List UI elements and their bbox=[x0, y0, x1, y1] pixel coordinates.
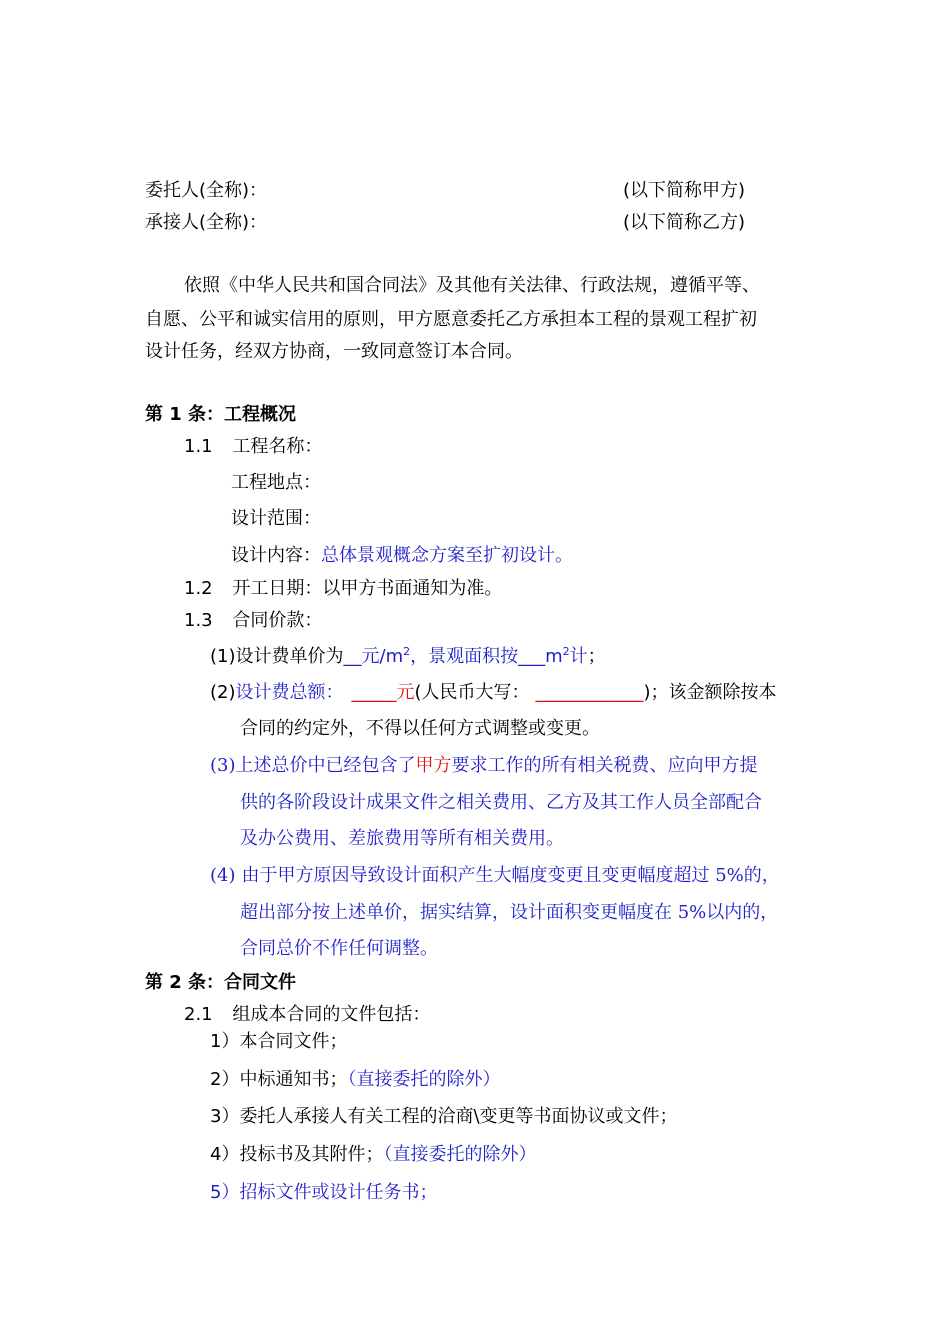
area-change-text: 由于甲方原因导致设计面积产生大幅度变更且变更幅度超过 5%的， bbox=[241, 865, 780, 886]
document-item-text: 2）中标通知书； bbox=[210, 1069, 348, 1090]
item-number: (2) bbox=[210, 682, 236, 703]
contractor-note: (以下简称乙方) bbox=[623, 212, 746, 233]
contractor-line bbox=[145, 211, 267, 235]
preamble-line-3: 设计任务，经双方协商，一致同意签订本合同。 bbox=[145, 341, 523, 362]
unit-price-blank: __ bbox=[343, 646, 362, 667]
price-item-3 bbox=[210, 754, 758, 778]
preamble-line-1: 依照《中华人民共和国合同法》及其他有关法律、行政法规，遵循平等、 bbox=[184, 275, 760, 296]
design-content-line bbox=[231, 544, 573, 568]
price-item-3-line-3: 及办公费用、差旅费用等所有相关费用。 bbox=[240, 828, 564, 849]
document-item-3: 3）委托人承接人有关工程的洽商\变更等书面协议或文件； bbox=[210, 1106, 678, 1127]
document-item-1: 1）本合同文件； bbox=[210, 1031, 348, 1052]
design-content-value: 总体景观概念方案至扩初设计。 bbox=[321, 545, 573, 566]
total-fee-text: )；该金额除按本 bbox=[643, 682, 777, 703]
area-blank: ___ bbox=[518, 646, 546, 667]
price-item-3-line-2: 供的各阶段设计成果文件之相关费用、乙方及其工作人员全部配合 bbox=[240, 792, 762, 813]
design-scope-label: 设计范围： bbox=[231, 508, 321, 529]
document-item-note: （直接委托的除外） bbox=[347, 1069, 501, 1090]
article-2-title: 第 2 条：合同文件 bbox=[145, 972, 297, 993]
documents-intro: 组成本合同的文件包括： bbox=[232, 1004, 431, 1025]
party-a-highlight: 甲方 bbox=[415, 755, 452, 776]
document-item-5: 5）招标文件或设计任务书； bbox=[210, 1182, 438, 1203]
punctuation: ； bbox=[587, 646, 606, 667]
unit-price-text: 设计费单价为 bbox=[235, 646, 344, 667]
document-item-4 bbox=[210, 1143, 536, 1167]
clause-2-1 bbox=[184, 1003, 430, 1027]
clause-number: 2.1 bbox=[184, 1004, 213, 1025]
price-item-2-line-2: 合同的约定外，不得以任何方式调整或变更。 bbox=[240, 718, 600, 739]
article-1-title: 第 1 条：工程概况 bbox=[145, 404, 297, 425]
unit-text: 元/m bbox=[361, 646, 404, 667]
item-number: (1) bbox=[210, 646, 236, 667]
client-note: (以下简称甲方) bbox=[623, 180, 746, 201]
item-number: (3) bbox=[210, 755, 236, 776]
currency-unit: 元 bbox=[396, 682, 415, 703]
clause-number: 1.3 bbox=[184, 610, 213, 631]
price-item-4-line-2: 超出部分按上述单价，据实结算，设计面积变更幅度在 5%以内的， bbox=[240, 902, 779, 923]
included-costs-text: 要求工作的所有相关税费、应向甲方提 bbox=[451, 755, 758, 776]
design-content-label: 设计内容： bbox=[231, 545, 321, 566]
project-name-label: 工程名称： bbox=[232, 436, 323, 457]
uppercase-amount-label: (人民币大写： bbox=[414, 682, 530, 703]
item-number: (4) bbox=[210, 865, 236, 886]
price-item-1 bbox=[210, 645, 606, 669]
included-costs-text: 上述总价中已经包含了 bbox=[235, 755, 416, 776]
price-item-4 bbox=[210, 864, 780, 888]
uppercase-amount-blank: ____________ bbox=[535, 682, 644, 703]
project-location-label: 工程地点： bbox=[231, 472, 321, 493]
clause-1-3 bbox=[184, 609, 322, 633]
superscript: 2 bbox=[562, 645, 570, 658]
document-item-text: 4）投标书及其附件； bbox=[210, 1144, 384, 1165]
document-item-2 bbox=[210, 1068, 500, 1092]
clause-number: 1.2 bbox=[184, 578, 213, 599]
start-date-text: 开工日期：以甲方书面通知为准。 bbox=[232, 578, 503, 599]
total-fee-blank: _____ bbox=[351, 682, 397, 703]
price-item-2 bbox=[210, 681, 777, 705]
contract-price-label: 合同价款： bbox=[232, 610, 323, 631]
price-item-4-line-3: 合同总价不作任何调整。 bbox=[240, 938, 438, 959]
preamble-line-2: 自愿、公平和诚实信用的原则，甲方愿意委托乙方承担本工程的景观工程扩初 bbox=[145, 309, 757, 330]
unit-text: m bbox=[545, 646, 563, 667]
contractor-label: 承接人(全称)： bbox=[145, 212, 268, 233]
clause-number: 1.1 bbox=[184, 436, 213, 457]
client-label: 委托人(全称)： bbox=[145, 180, 268, 201]
clause-1-1 bbox=[184, 435, 322, 459]
clause-1-2 bbox=[184, 577, 502, 601]
area-suffix: 计 bbox=[569, 646, 588, 667]
client-line bbox=[145, 179, 267, 203]
total-fee-label: 设计费总额： bbox=[235, 682, 344, 703]
superscript: 2 bbox=[403, 645, 411, 658]
document-item-note: （直接委托的除外） bbox=[383, 1144, 537, 1165]
area-text: ，景观面积按 bbox=[410, 646, 519, 667]
